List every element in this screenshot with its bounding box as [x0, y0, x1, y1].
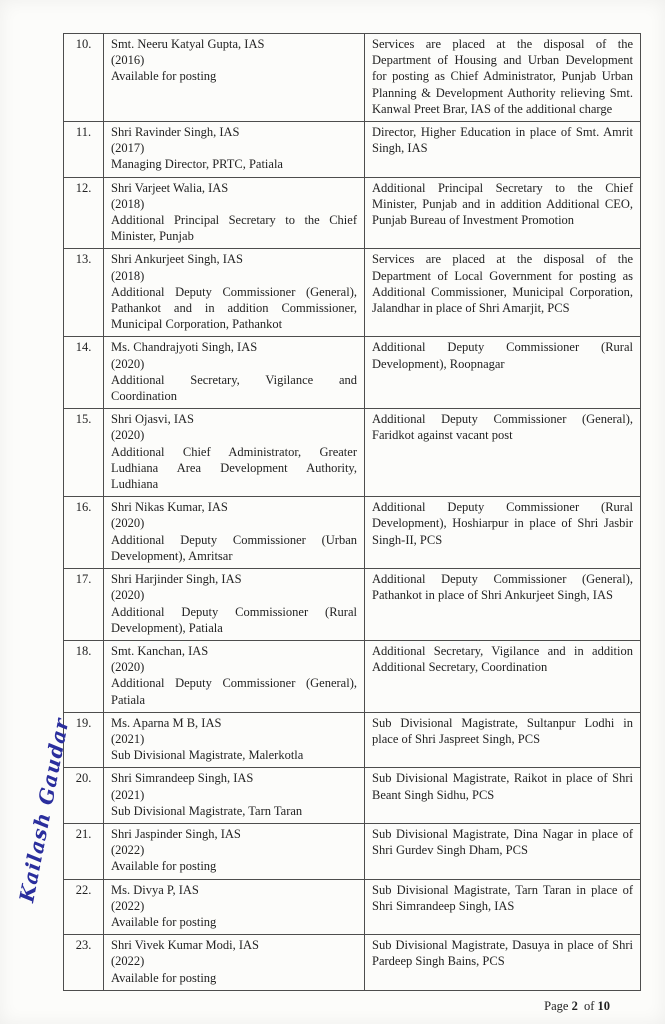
officer-current-post: Additional Principal Secretary to the Chief Minister, Punjab	[111, 213, 357, 244]
officer-batch-year: (2022)	[111, 898, 145, 913]
postings-table	[63, 33, 641, 991]
serial-number-cell: 16.	[64, 497, 104, 569]
officer-name: Ms. Divya P, IAS	[111, 882, 199, 897]
officer-current-post: Sub Divisional Magistrate, Tarn Taran	[111, 803, 303, 818]
serial-number-cell: 13.	[64, 249, 104, 337]
page-footer	[544, 999, 610, 1014]
officer-batch-year: (2020)	[111, 660, 145, 675]
new-posting-cell: Services are placed at the disposal of the Department of Housing and Urban Development for posting as Chief Administrator, Punjab Urban Planning & Development Authority relieving Smt. Kanwal Preet Brar, IAS of the additional charge	[365, 34, 641, 122]
table-row	[64, 823, 641, 879]
officer-current-post: Available for posting	[111, 859, 217, 874]
serial-number-cell: 19.	[64, 712, 104, 768]
serial-number-cell: 15.	[64, 409, 104, 497]
officer-batch-year: (2018)	[111, 268, 145, 283]
serial-number-cell: 17.	[64, 569, 104, 641]
officer-cell	[104, 935, 365, 991]
officer-cell	[104, 249, 365, 337]
officer-name: Smt. Kanchan, IAS	[111, 643, 209, 658]
officer-cell	[104, 337, 365, 409]
new-posting-cell: Director, Higher Education in place of Smt. Amrit Singh, IAS	[365, 122, 641, 178]
footer-page-label: Page	[544, 999, 569, 1013]
officer-cell	[104, 122, 365, 178]
serial-number-cell: 14.	[64, 337, 104, 409]
new-posting-cell: Additional Secretary, Vigilance and in addition Additional Secretary, Coordination	[365, 640, 641, 712]
officer-batch-year: (2022)	[111, 954, 145, 969]
new-posting-cell: Services are placed at the disposal of the Department of Local Government for posting as Additional Commissioner, Municipal Corporation, Jalandhar in place of Shri Amarjit, PCS	[365, 249, 641, 337]
officer-name: Shri Ravinder Singh, IAS	[111, 125, 240, 140]
new-posting-cell: Sub Divisional Magistrate, Dina Nagar in place of Shri Gurdev Singh Dham, PCS	[365, 823, 641, 879]
officer-name: Shri Simrandeep Singh, IAS	[111, 771, 254, 786]
officer-cell	[104, 768, 365, 824]
officer-cell	[104, 640, 365, 712]
officer-cell	[104, 34, 365, 122]
new-posting-cell: Sub Divisional Magistrate, Tarn Taran in place of Shri Simrandeep Singh, IAS	[365, 879, 641, 935]
officer-batch-year: (2021)	[111, 787, 145, 802]
officer-batch-year: (2017)	[111, 141, 145, 156]
officer-cell	[104, 177, 365, 249]
officer-current-post: Additional Secretary, Vigilance and Coordination	[111, 372, 357, 404]
new-posting-cell: Additional Deputy Commissioner (Rural Development), Hoshiarpur in place of Shri Jasbir Singh-II, PCS	[365, 497, 641, 569]
table-row	[64, 337, 641, 409]
postings-table-body	[64, 34, 641, 991]
officer-cell	[104, 497, 365, 569]
officer-name: Ms. Chandrajyoti Singh, IAS	[111, 340, 258, 355]
table-row	[64, 640, 641, 712]
officer-name: Smt. Neeru Katyal Gupta, IAS	[111, 37, 265, 51]
table-row	[64, 177, 641, 249]
officer-batch-year: (2020)	[111, 588, 145, 603]
officer-name: Shri Jaspinder Singh, IAS	[111, 826, 241, 841]
officer-cell	[104, 823, 365, 879]
officer-batch-year: (2020)	[111, 356, 145, 371]
officer-current-post: Available for posting	[111, 970, 217, 985]
new-posting-cell: Additional Deputy Commissioner (General), Faridkot against vacant post	[365, 409, 641, 497]
handwritten-signature: Kailash Gaudar	[14, 715, 74, 905]
officer-current-post: Additional Deputy Commissioner (Urban Development), Amritsar	[111, 532, 357, 563]
officer-name: Shri Harjinder Singh, IAS	[111, 572, 242, 587]
table-row	[64, 34, 641, 122]
new-posting-cell: Additional Deputy Commissioner (Rural Development), Roopnagar	[365, 337, 641, 409]
serial-number-cell: 11.	[64, 122, 104, 178]
officer-current-post: Additional Deputy Commissioner (General), Pathankot and in addition Commissioner, Municipal Corporation, Pathankot	[111, 284, 357, 332]
table-row	[64, 122, 641, 178]
serial-number-cell: 23.	[64, 935, 104, 991]
table-row	[64, 935, 641, 991]
table-row	[64, 879, 641, 935]
table-row	[64, 768, 641, 824]
officer-current-post: Available for posting	[111, 69, 217, 84]
officer-cell	[104, 569, 365, 641]
table-row	[64, 497, 641, 569]
officer-current-post: Additional Deputy Commissioner (Rural Development), Patiala	[111, 604, 357, 635]
new-posting-cell: Additional Principal Secretary to the Chief Minister, Punjab and in addition Additional CEO, Punjab Bureau of Investment Promotion	[365, 177, 641, 249]
officer-cell	[104, 712, 365, 768]
officer-cell	[104, 409, 365, 497]
officer-current-post: Sub Divisional Magistrate, Malerkotla	[111, 748, 304, 763]
officer-name: Shri Varjeet Walia, IAS	[111, 180, 229, 195]
table-row	[64, 712, 641, 768]
serial-number-cell: 18.	[64, 640, 104, 712]
officer-current-post: Additional Chief Administrator, Greater Ludhiana Area Development Authority, Ludhiana	[111, 444, 357, 492]
footer-current-page: 2	[571, 999, 578, 1013]
officer-batch-year: (2018)	[111, 196, 145, 211]
officer-name: Shri Ankurjeet Singh, IAS	[111, 252, 243, 267]
table-row	[64, 409, 641, 497]
new-posting-cell: Sub Divisional Magistrate, Dasuya in place of Shri Pardeep Singh Bains, PCS	[365, 935, 641, 991]
footer-separator: of	[583, 999, 595, 1013]
serial-number-cell: 21.	[64, 823, 104, 879]
officer-current-post: Managing Director, PRTC, Patiala	[111, 157, 283, 172]
officer-name: Ms. Aparna M B, IAS	[111, 715, 222, 730]
table-row	[64, 569, 641, 641]
officer-name: Shri Ojasvi, IAS	[111, 412, 194, 427]
serial-number-cell: 20.	[64, 768, 104, 824]
officer-batch-year: (2022)	[111, 843, 145, 858]
officer-batch-year: (2020)	[111, 516, 145, 531]
officer-name: Shri Nikas Kumar, IAS	[111, 500, 228, 515]
serial-number-cell: 10.	[64, 34, 104, 122]
officer-name: Shri Vivek Kumar Modi, IAS	[111, 938, 259, 953]
officer-batch-year: (2021)	[111, 731, 145, 746]
officer-batch-year: (2020)	[111, 428, 145, 443]
footer-total-pages: 10	[597, 999, 610, 1013]
officer-current-post: Additional Deputy Commissioner (General), Patiala	[111, 676, 357, 707]
officer-current-post: Available for posting	[111, 914, 217, 929]
table-row	[64, 249, 641, 337]
serial-number-cell: 12.	[64, 177, 104, 249]
officer-batch-year: (2016)	[111, 53, 145, 68]
new-posting-cell: Sub Divisional Magistrate, Sultanpur Lodhi in place of Shri Jaspreet Singh, PCS	[365, 712, 641, 768]
new-posting-cell: Sub Divisional Magistrate, Raikot in place of Shri Beant Singh Sidhu, PCS	[365, 768, 641, 824]
officer-cell	[104, 879, 365, 935]
serial-number-cell: 22.	[64, 879, 104, 935]
new-posting-cell: Additional Deputy Commissioner (General), Pathankot in place of Shri Ankurjeet Singh, IAS	[365, 569, 641, 641]
